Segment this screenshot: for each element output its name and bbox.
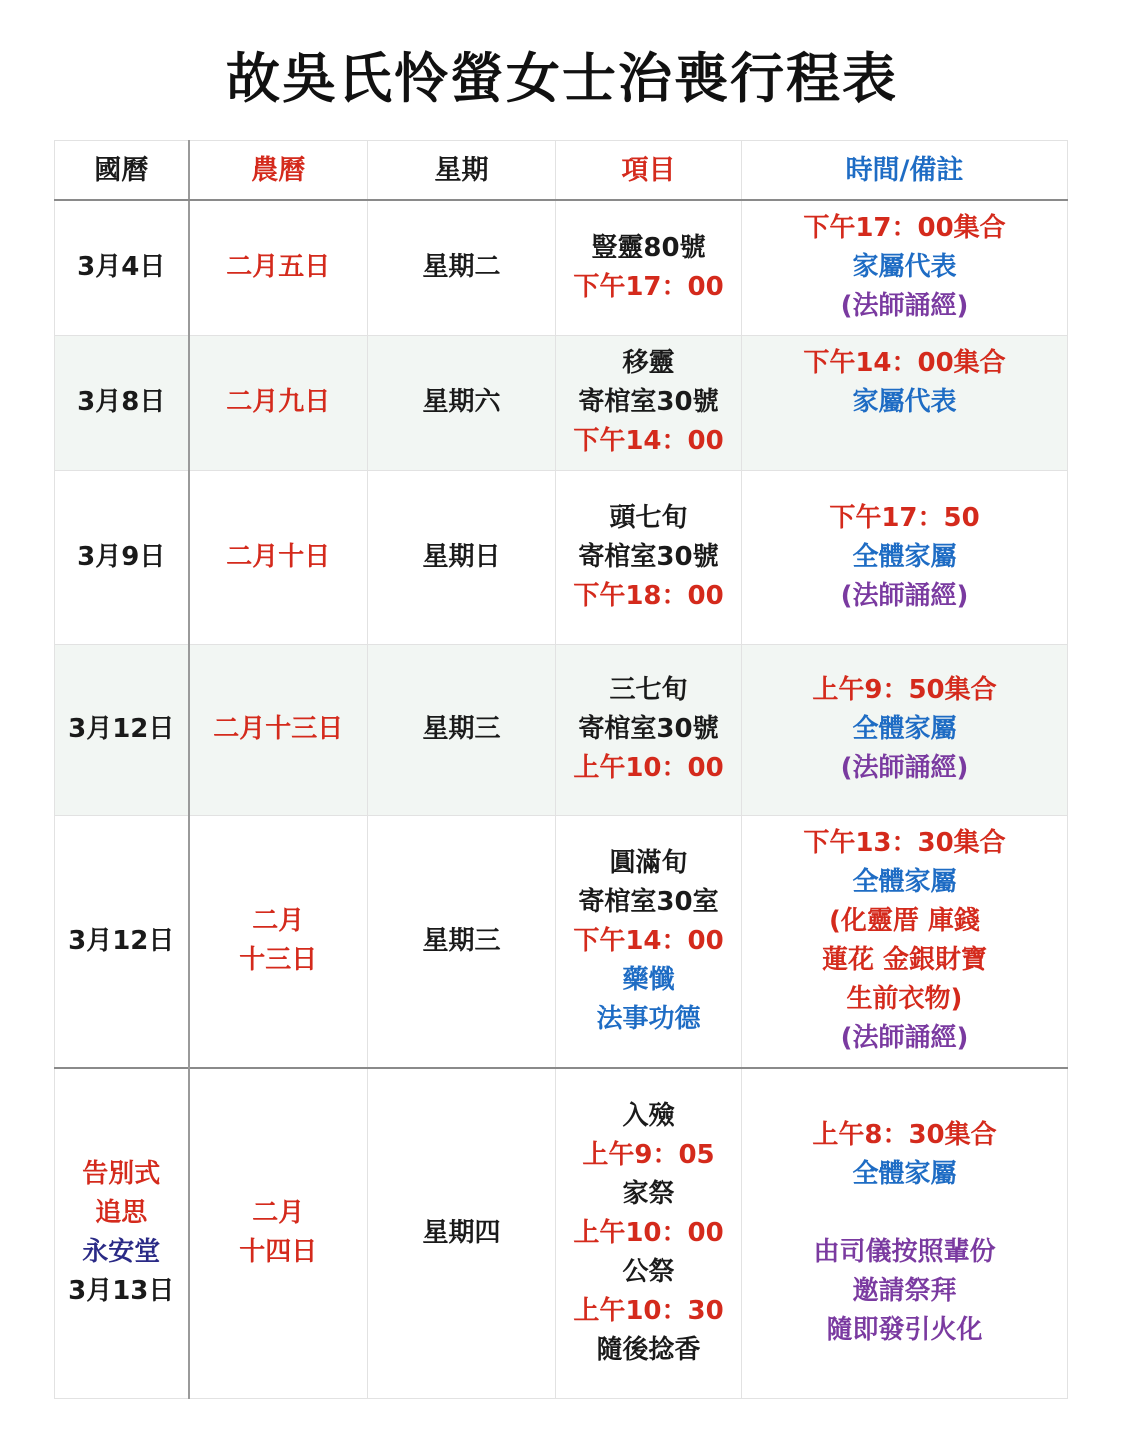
solar-date: 3月8日 [77, 387, 166, 417]
header-weekday: 星期 [368, 141, 556, 201]
notes-cell [742, 470, 1068, 644]
lunar-date: 二月 [252, 1198, 305, 1229]
item-cell [556, 200, 742, 335]
solar-date-cell [55, 470, 189, 644]
solar-date-cell [55, 1068, 189, 1398]
solar-date: 3月12日 [68, 714, 175, 744]
item-time: 上午9：05 [582, 1139, 715, 1170]
page-title: 故吳氏怜螢女士治喪行程表 [226, 47, 898, 110]
header-row [55, 141, 1068, 201]
weekday-cell: 星期二 [368, 200, 556, 335]
notes-attendees: 家屬代表 [852, 387, 957, 417]
notes-time: 下午17：50 [829, 502, 980, 533]
solar-date: 3月13日 [68, 1276, 175, 1307]
item-line: 移靈 [622, 348, 675, 378]
notes-remark: (法師誦經) [840, 580, 969, 611]
item-cell [556, 815, 742, 1068]
notes-time: 下午13：30集合 [803, 828, 1006, 859]
lunar-date: 二月 [252, 906, 305, 937]
notes-time: 下午17：00集合 [803, 213, 1006, 244]
item-time: 下午18：00 [573, 580, 724, 611]
item-line: 寄棺室30室 [578, 886, 719, 917]
item-line: 隨後捻香 [596, 1334, 701, 1365]
notes-time: 上午8：30集合 [812, 1120, 997, 1151]
lunar-date: 二月九日 [226, 387, 331, 417]
notes-remark: (法師誦經) [840, 1023, 969, 1054]
lunar-date-cell [189, 644, 368, 815]
item-cell [556, 335, 742, 470]
notes-remark: 生前衣物) [846, 984, 963, 1015]
item-line: 頭七旬 [609, 502, 688, 533]
item-line: 入殮 [622, 1100, 675, 1131]
solar-date-cell [55, 335, 189, 470]
item-time: 下午17：00 [573, 271, 724, 302]
notes-attendees: 全體家屬 [852, 1159, 957, 1190]
header-solar: 國曆 [55, 141, 189, 201]
notes-attendees: 全體家屬 [852, 541, 957, 572]
header-lunar: 農曆 [189, 141, 368, 201]
notes-attendees: 家屬代表 [852, 252, 957, 283]
schedule-table [54, 140, 1068, 1399]
item-line: 藥懺 [622, 964, 675, 995]
item-cell [556, 470, 742, 644]
item-line: 公祭 [622, 1256, 675, 1287]
solar-date: 3月12日 [68, 925, 175, 956]
lunar-date: 二月五日 [226, 252, 331, 283]
item-cell [556, 1068, 742, 1398]
item-time: 下午14：00 [573, 925, 724, 956]
notes-remark: 由司儀按照輩份 [813, 1237, 996, 1268]
item-line: 寄棺室30號 [578, 714, 719, 744]
notes-attendees: 全體家屬 [852, 714, 957, 744]
table-row [55, 200, 1068, 335]
solar-date-cell [55, 200, 189, 335]
notes-cell [742, 335, 1068, 470]
notes-time: 上午9：50集合 [812, 675, 997, 705]
solar-date-cell [55, 815, 189, 1068]
notes-remark: 蓮花 金銀財寶 [821, 945, 988, 976]
notes-cell [742, 644, 1068, 815]
spacer [742, 422, 1067, 461]
solar-date: 3月9日 [77, 541, 166, 572]
item-line: 寄棺室30號 [578, 387, 719, 417]
weekday-cell: 星期日 [368, 470, 556, 644]
table-row [55, 815, 1068, 1068]
notes-attendees: 全體家屬 [852, 867, 957, 898]
ceremony-label: 告別式 [82, 1159, 161, 1190]
notes-time: 下午14：00集合 [803, 348, 1006, 378]
item-cell [556, 644, 742, 815]
table-row [55, 644, 1068, 815]
table-row [55, 1068, 1068, 1398]
item-time: 上午10：00 [573, 1217, 724, 1248]
weekday-cell: 星期三 [368, 644, 556, 815]
notes-remark: (化靈厝 庫錢 [829, 906, 980, 937]
item-line: 三七旬 [609, 675, 688, 705]
header-item: 項目 [556, 141, 742, 201]
notes-cell [742, 1068, 1068, 1398]
notes-remark: (法師誦經) [840, 753, 969, 783]
item-line: 豎靈80號 [591, 232, 706, 263]
notes-remark: (法師誦經) [840, 291, 969, 322]
item-time: 下午14：00 [573, 426, 724, 456]
notes-cell [742, 815, 1068, 1068]
lunar-date: 二月十三日 [213, 714, 344, 744]
lunar-date-cell [189, 1068, 368, 1398]
item-time: 上午10：30 [573, 1295, 724, 1326]
lunar-date-cell [189, 335, 368, 470]
lunar-date-cell [189, 815, 368, 1068]
item-line: 圓滿旬 [609, 847, 688, 878]
item-line: 寄棺室30號 [578, 541, 719, 572]
table-row [55, 470, 1068, 644]
item-line: 家祭 [622, 1178, 675, 1209]
lunar-date: 十四日 [239, 1237, 318, 1268]
lunar-date: 二月十日 [226, 541, 331, 572]
solar-date-cell [55, 644, 189, 815]
item-line: 法事功德 [596, 1003, 701, 1034]
table-row [55, 335, 1068, 470]
lunar-date: 十三日 [239, 945, 318, 976]
notes-remark: 隨即發引火化 [826, 1315, 983, 1346]
weekday-cell: 星期三 [368, 815, 556, 1068]
weekday-cell: 星期六 [368, 335, 556, 470]
notes-cell [742, 200, 1068, 335]
notes-remark: 邀請祭拜 [852, 1276, 957, 1307]
weekday-cell: 星期四 [368, 1068, 556, 1398]
lunar-date-cell [189, 200, 368, 335]
venue-label: 永安堂 [82, 1237, 161, 1268]
solar-date: 3月4日 [77, 252, 166, 283]
spacer [742, 1194, 1067, 1233]
ceremony-label: 追思 [95, 1198, 148, 1229]
lunar-date-cell [189, 470, 368, 644]
item-time: 上午10：00 [573, 753, 724, 783]
header-notes: 時間/備註 [742, 141, 1068, 201]
